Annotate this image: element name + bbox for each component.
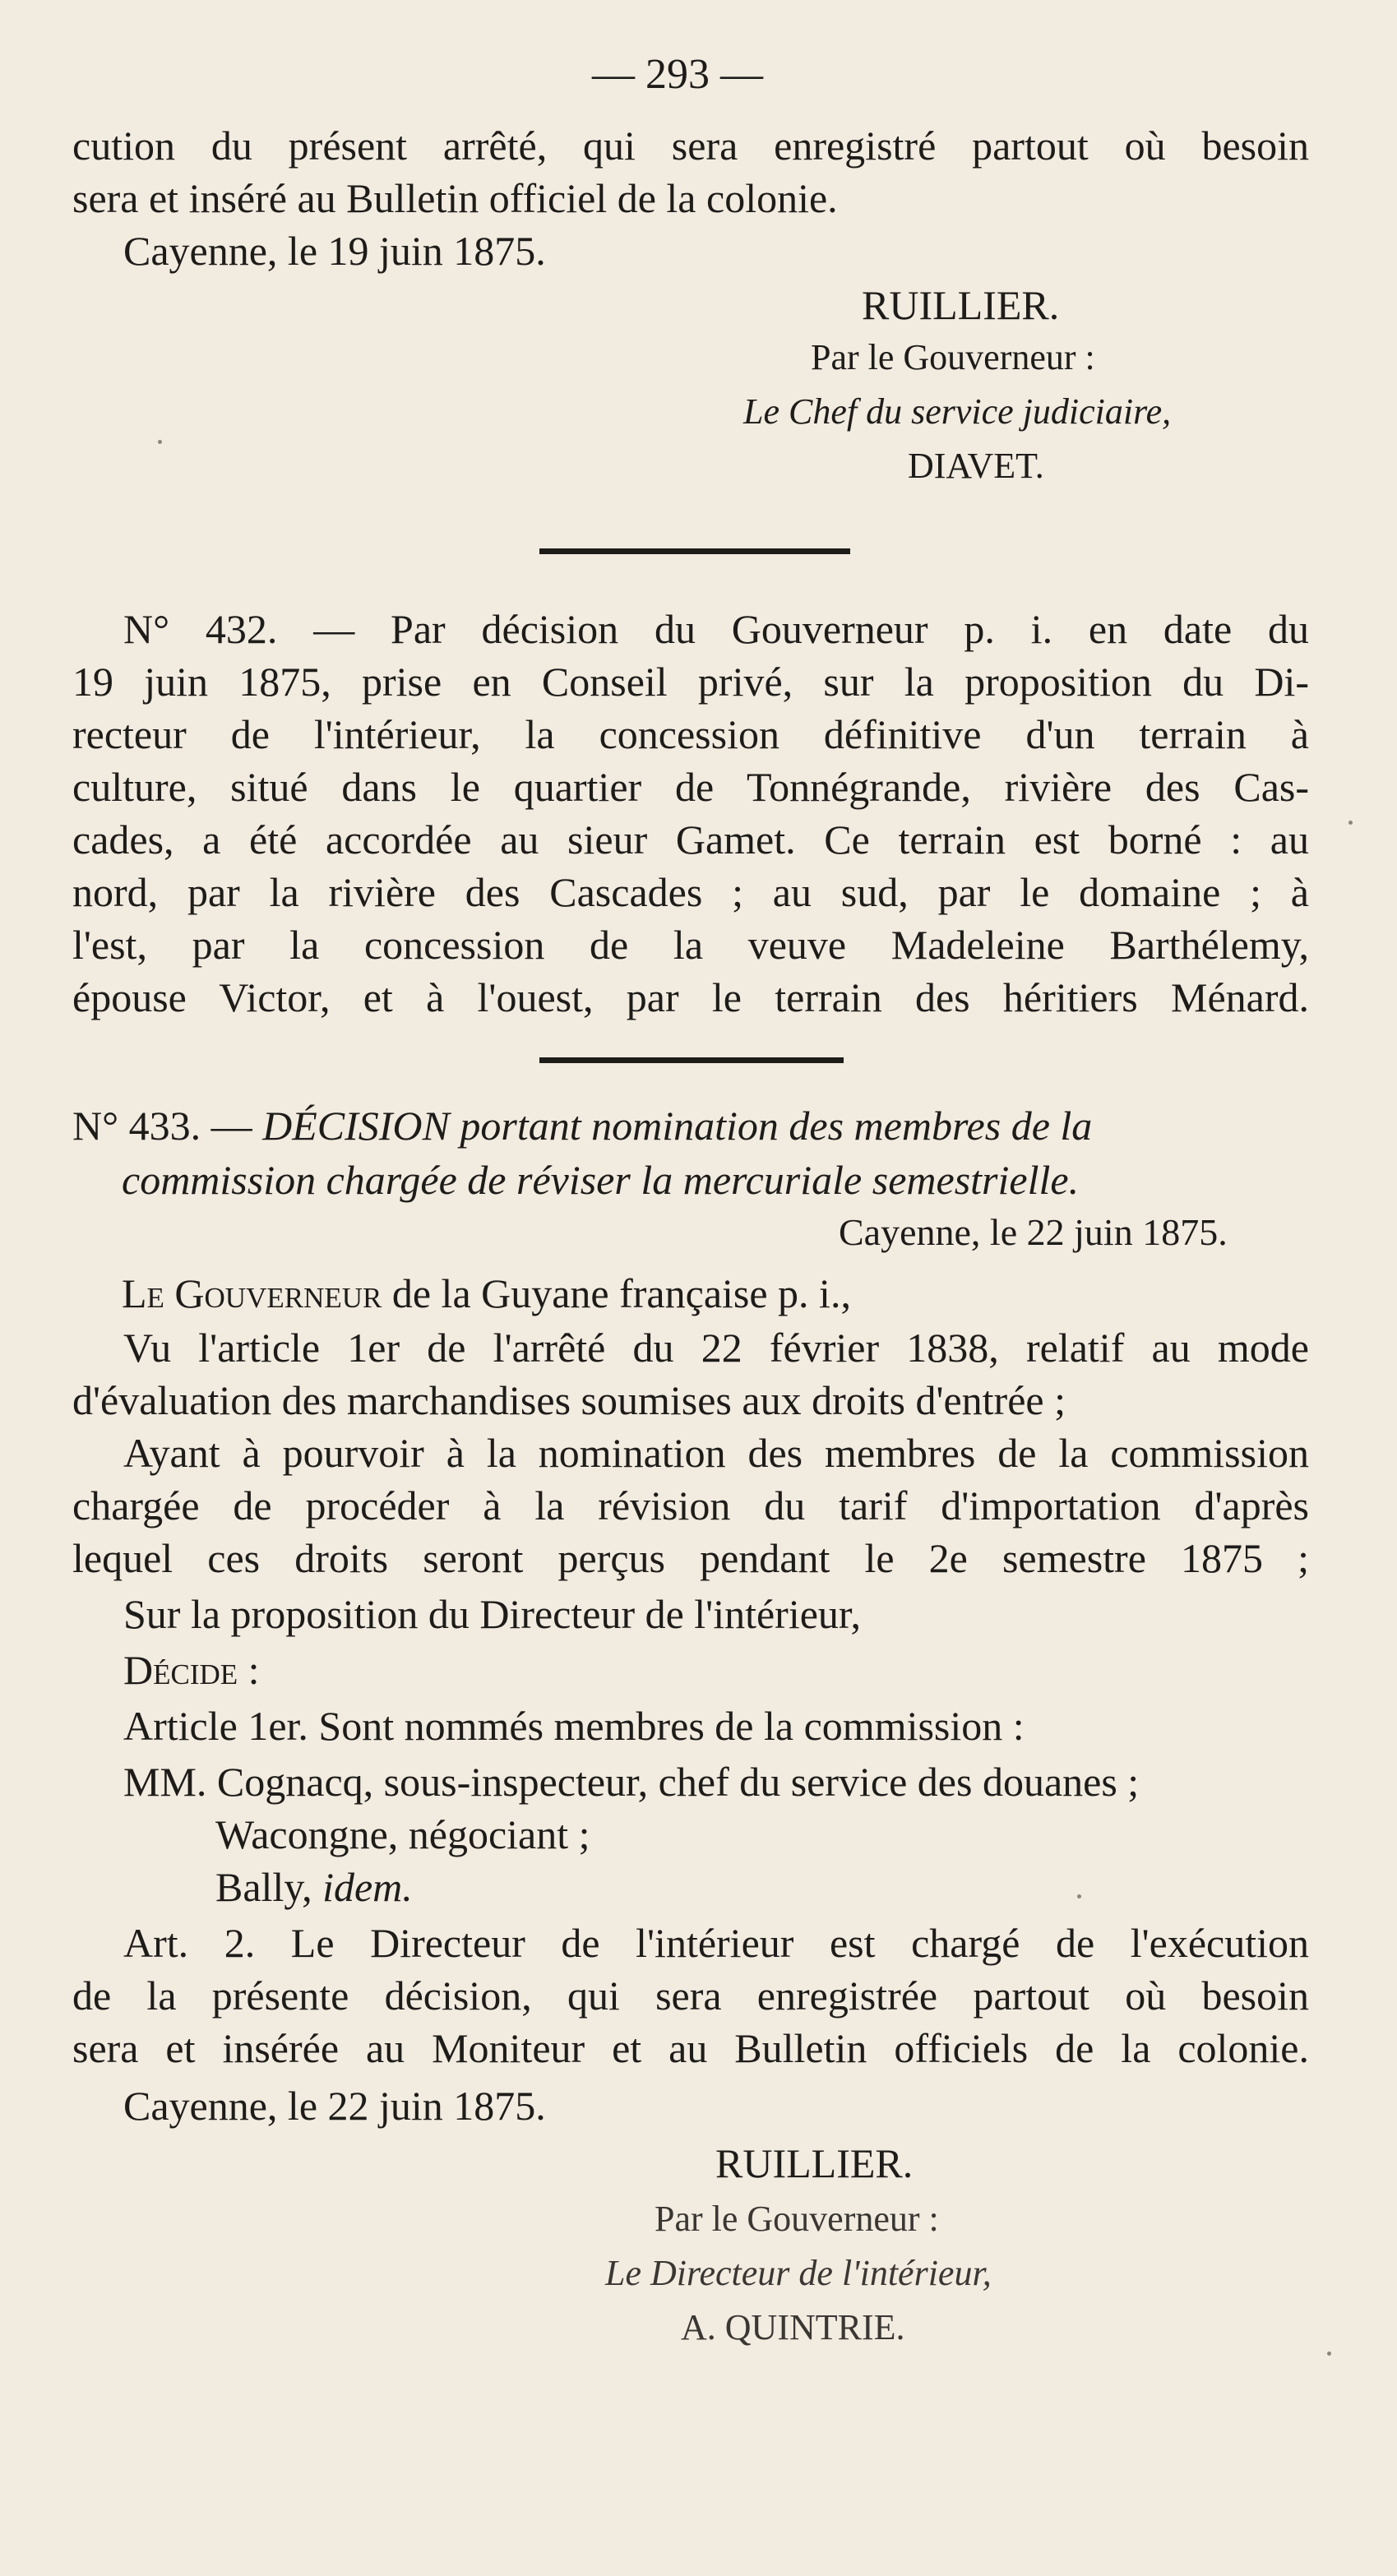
member-line: MM. Cognacq, sous-inspecteur, chef du service des douanes ; xyxy=(123,1759,1140,1805)
signature-role: Le Chef du service judiciaire, xyxy=(743,391,1172,432)
decision-heading xyxy=(72,1100,1092,1151)
paper-speckle xyxy=(1077,1894,1081,1898)
text-line: lequel ces droits seront perçus pendant le 2e semestre 1875 ; xyxy=(72,1535,1309,1581)
text-line: Ayant à pourvoir à la nomination des membres de la commission xyxy=(123,1430,1309,1476)
signature-by: Par le Gouverneur : xyxy=(811,337,1095,377)
page-number: — 293 — xyxy=(592,51,763,98)
text-line: sera et insérée au Moniteur et au Bulletin officiels de la colonie. xyxy=(72,2025,1309,2071)
gouverneur-rest: de la Guyane française p. i., xyxy=(382,1270,851,1316)
text-line: Article 1er. Sont nommés membres de la commission : xyxy=(123,1703,1025,1749)
signature-role: Le Directeur de l'intérieur, xyxy=(605,2253,992,2293)
date-line: Cayenne, le 19 juin 1875. xyxy=(123,228,546,274)
gouverneur-label: Le Gouverneur xyxy=(122,1270,382,1316)
gouverneur-line xyxy=(122,1268,851,1319)
decision-date: Cayenne, le 22 juin 1875. xyxy=(839,1211,1228,1253)
member-line xyxy=(215,1861,413,1912)
text-line: d'évaluation des marchandises soumises aux droits d'entrée ; xyxy=(72,1377,1066,1423)
member-name: Bally, xyxy=(215,1864,312,1910)
signature-name: RUILLIER. xyxy=(862,282,1060,328)
member-line: Wacongne, négociant ; xyxy=(215,1811,590,1857)
text-line: 19 juin 1875, prise en Conseil privé, sur la proposition du Di- xyxy=(72,659,1309,705)
decide-label: Décide : xyxy=(123,1647,260,1693)
signature-by: Par le Gouverneur : xyxy=(655,2199,939,2239)
text-line: cution du présent arrêté, qui sera enregistré partout où besoin xyxy=(72,123,1309,169)
text-line: recteur de l'intérieur, la concession définitive d'un terrain à xyxy=(72,711,1309,757)
text-line: de la présente décision, qui sera enregistrée partout où besoin xyxy=(72,1972,1309,2019)
text-line: Vu l'article 1er de l'arrêté du 22 février 1838, relatif au mode xyxy=(123,1325,1309,1371)
signature-name: RUILLIER. xyxy=(715,2140,914,2186)
decision-number: N° 433. — xyxy=(72,1103,252,1149)
member-idem: idem. xyxy=(322,1864,413,1910)
text-line: nord, par la rivière des Cascades ; au sud, par le domaine ; à xyxy=(72,869,1309,915)
separator-rule xyxy=(539,1057,844,1063)
text-line: Art. 2. Le Directeur de l'intérieur est chargé de l'exécution xyxy=(123,1920,1309,1966)
paper-speckle xyxy=(1348,821,1353,825)
text-line: cades, a été accordée au sieur Gamet. Ce terrain est borné : au xyxy=(72,816,1309,863)
text-line: Sur la proposition du Directeur de l'intérieur, xyxy=(123,1591,862,1637)
text-line: chargée de procéder à la révision du tarif d'importation d'après xyxy=(72,1482,1309,1528)
date-line: Cayenne, le 22 juin 1875. xyxy=(123,2083,546,2129)
signature-signer: DIAVET. xyxy=(908,446,1044,486)
paper-speckle xyxy=(158,440,162,444)
text-line: N° 432. — Par décision du Gouverneur p. i. en date du xyxy=(123,606,1309,652)
signature-signer: A. QUINTRIE. xyxy=(681,2307,905,2347)
separator-rule xyxy=(539,548,850,554)
paper-speckle xyxy=(1327,2352,1331,2356)
text-line: culture, situé dans le quartier de Tonnégrande, rivière des Cas- xyxy=(72,764,1309,810)
text-line: épouse Victor, et à l'ouest, par le terrain des héritiers Ménard. xyxy=(72,974,1309,1020)
decision-title: DÉCISION portant nomination des membres de la xyxy=(262,1103,1093,1149)
text-line: sera et inséré au Bulletin officiel de la colonie. xyxy=(72,175,838,221)
decision-title-cont: commission chargée de réviser la mercuriale semestrielle. xyxy=(122,1157,1080,1203)
text-line: l'est, par la concession de la veuve Madeleine Barthélemy, xyxy=(72,922,1309,968)
